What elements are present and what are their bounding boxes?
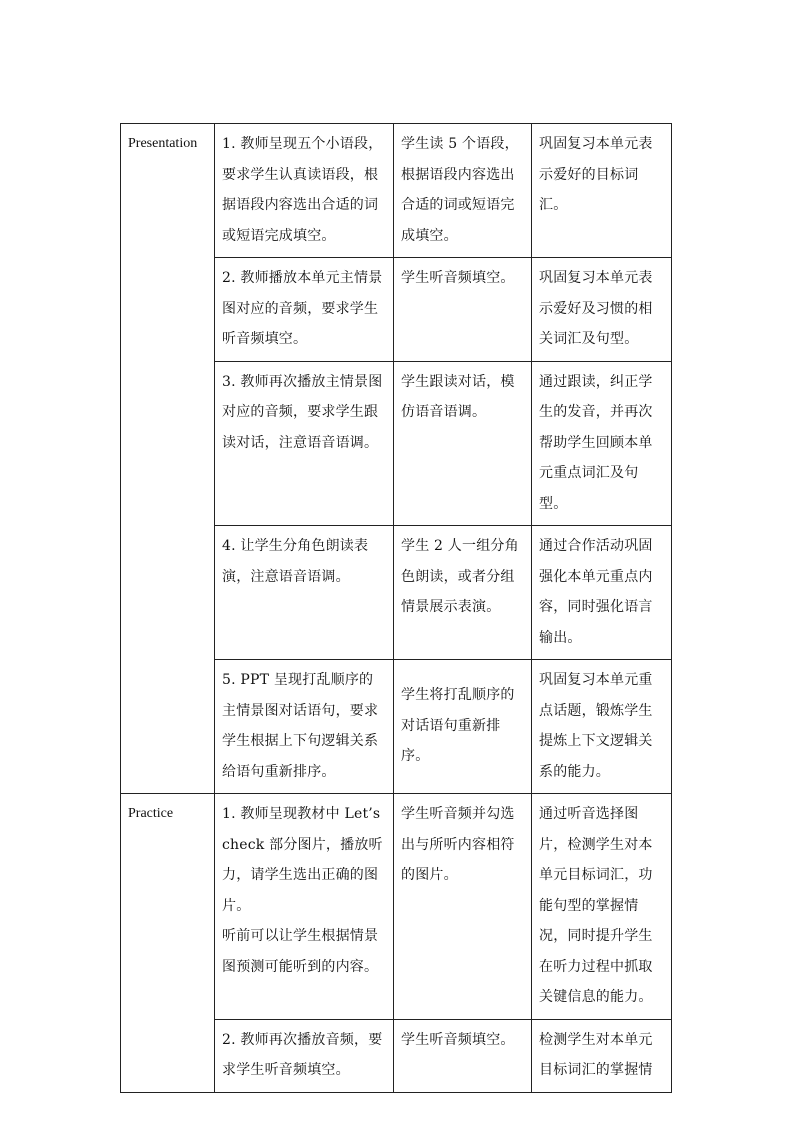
table-row	[121, 124, 672, 258]
teacher-activity: 4. 让学生分角色朗读表演，注意语音语调。	[215, 526, 394, 660]
student-activity: 学生听音频并勾选出与所听内容相符的图片。	[394, 794, 532, 1020]
activity-purpose: 巩固复习本单元表示爱好的目标词汇。	[532, 124, 672, 258]
teacher-activity	[215, 794, 394, 1020]
student-activity: 学生读 5 个语段，根据语段内容选出合适的词或短语完成填空。	[394, 124, 532, 258]
teacher-activity-main: 1. 教师呈现教材中 Let’s check 部分图片，播放听力，请学生选出正确的图片。	[222, 806, 383, 914]
student-activity: 学生 2 人一组分角色朗读，或者分组情景展示表演。	[394, 526, 532, 660]
teacher-activity: 1. 教师呈现五个小语段，要求学生认真读语段，根据语段内容选出合适的词或短语完成填空。	[215, 124, 394, 258]
activity-purpose: 巩固复习本单元重点话题，锻炼学生提炼上下文逻辑关系的能力。	[532, 660, 672, 794]
stage-label-practice: Practice	[121, 794, 215, 1093]
activity-purpose: 巩固复习本单元表示爱好及习惯的相关词汇及句型。	[532, 258, 672, 362]
teacher-activity: 3. 教师再次播放主情景图对应的音频，要求学生跟读对话，注意语音语调。	[215, 361, 394, 526]
student-activity: 学生听音频填空。	[394, 1019, 532, 1092]
teacher-activity: 2. 教师再次播放音频，要求学生听音频填空。	[215, 1019, 394, 1092]
teacher-activity: 5. PPT 呈现打乱顺序的主情景图对话语句，要求学生根据上下句逻辑关系给语句重新排序。	[215, 660, 394, 794]
table-row	[121, 794, 672, 1020]
activity-purpose-text: 检测学生对本单元目标词汇的掌握情	[539, 1031, 653, 1078]
student-activity: 学生听音频填空。	[394, 258, 532, 362]
activity-purpose	[532, 1019, 672, 1092]
activity-purpose: 通过听音选择图片，检测学生对本单元目标词汇，功能句型的掌握情况，同时提升学生在听力过程中抓取关键信息的能力。	[532, 794, 672, 1020]
stage-label-presentation: Presentation	[121, 124, 215, 794]
activity-purpose: 通过跟读，纠正学生的发音，并再次帮助学生回顾本单元重点词汇及句型。	[532, 361, 672, 526]
student-activity: 学生将打乱顺序的对话语句重新排序。	[394, 660, 532, 794]
student-activity: 学生跟读对话，模仿语音语调。	[394, 361, 532, 526]
teacher-activity: 2. 教师播放本单元主情景图对应的音频，要求学生听音频填空。	[215, 258, 394, 362]
activity-purpose: 通过合作活动巩固强化本单元重点内容，同时强化语言输出。	[532, 526, 672, 660]
lesson-plan-table	[120, 123, 672, 1093]
teacher-activity-note: 听前可以让学生根据情景图预测可能听到的内容。	[222, 928, 379, 975]
